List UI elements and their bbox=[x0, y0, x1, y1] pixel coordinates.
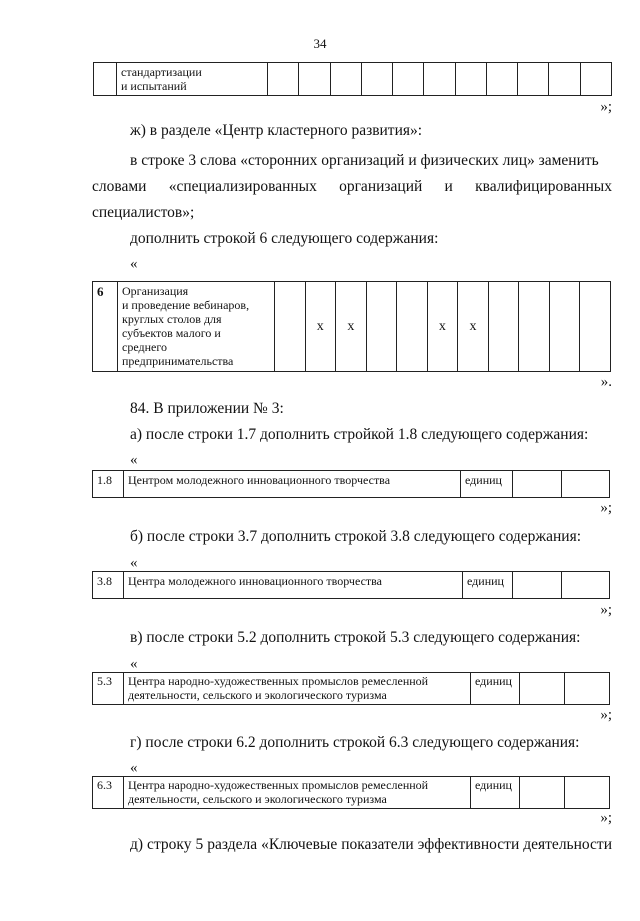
row-1-8-table bbox=[92, 470, 610, 498]
page-number: 34 bbox=[313, 36, 327, 51]
closing-quote: »; bbox=[600, 602, 612, 618]
row6-table bbox=[92, 281, 611, 372]
row-text: Центра народно-художественных промыслов ремесленной деятельности, сельского и экологического туризма bbox=[124, 777, 471, 809]
opening-quote: « bbox=[130, 760, 138, 776]
mark-x: х bbox=[336, 282, 367, 372]
closing-quote: »; bbox=[600, 707, 612, 723]
mark-x: х bbox=[427, 282, 458, 372]
opening-quote: « bbox=[130, 656, 138, 672]
table-row bbox=[93, 572, 610, 599]
closing-quote: »; bbox=[600, 810, 612, 826]
row-6-3-table bbox=[92, 776, 610, 809]
paragraph-v: в) после строки 5.2 дополнить строкой 5.3 следующего содержания: bbox=[130, 629, 581, 646]
paragraph-g: г) после строки 6.2 дополнить строкой 6.3 следующего содержания: bbox=[130, 734, 580, 751]
row-5-3-table bbox=[92, 672, 610, 705]
closing-quote: »; bbox=[600, 99, 612, 115]
mark-x: х bbox=[305, 282, 336, 372]
row-number: 6 bbox=[93, 282, 118, 372]
row-number: 5.3 bbox=[93, 673, 124, 705]
table-row bbox=[93, 282, 611, 372]
paragraph-row3-line2: словами «специализированных организаций и квалифицированных bbox=[92, 178, 612, 195]
row-number: 1.8 bbox=[93, 471, 124, 498]
row-unit: единиц bbox=[471, 673, 520, 705]
opening-quote: « bbox=[130, 452, 138, 468]
table-row bbox=[93, 673, 610, 705]
mark-x: х bbox=[458, 282, 489, 372]
paragraph-zh: ж) в разделе «Центр кластерного развития»: bbox=[130, 122, 423, 139]
row-unit: единиц bbox=[471, 777, 520, 809]
table-row bbox=[93, 777, 610, 809]
closing-quote: »; bbox=[600, 500, 612, 516]
row-unit: единиц bbox=[463, 572, 513, 599]
row-text: Центром молодежного инновационного творчества bbox=[124, 471, 461, 498]
row-number: 3.8 bbox=[93, 572, 124, 599]
opening-quote: « bbox=[130, 256, 138, 272]
paragraph-84: 84. В приложении № 3: bbox=[130, 400, 284, 417]
paragraph-row3-line3: специалистов»; bbox=[92, 204, 195, 221]
table-cell-text: стандартизации и испытаний bbox=[117, 63, 268, 96]
continuation-table bbox=[93, 62, 612, 96]
row-text: Центра молодежного инновационного творчества bbox=[124, 572, 463, 599]
row-text: Центра народно-художественных промыслов ремесленной деятельности, сельского и экологического туризма bbox=[124, 673, 471, 705]
closing-quote: ». bbox=[600, 374, 612, 390]
table-row bbox=[93, 471, 610, 498]
row-text: Организация и проведение вебинаров, круглых столов для субъектов малого и среднего предпринимательства bbox=[118, 282, 275, 372]
paragraph-row3-line1: в строке 3 слова «сторонних организаций и физических лиц» заменить bbox=[130, 152, 599, 169]
paragraph-add6: дополнить строкой 6 следующего содержания: bbox=[130, 230, 439, 247]
table-row bbox=[94, 63, 612, 96]
paragraph-b: б) после строки 3.7 дополнить строкой 3.8 следующего содержания: bbox=[130, 528, 582, 545]
opening-quote: « bbox=[130, 555, 138, 571]
row-3-8-table bbox=[92, 571, 610, 599]
paragraph-d: д) строку 5 раздела «Ключевые показатели эффективности деятельности bbox=[130, 836, 612, 853]
paragraph-a: а) после строки 1.7 дополнить стройкой 1.8 следующего содержания: bbox=[130, 426, 589, 443]
row-unit: единиц bbox=[461, 471, 513, 498]
row-number: 6.3 bbox=[93, 777, 124, 809]
